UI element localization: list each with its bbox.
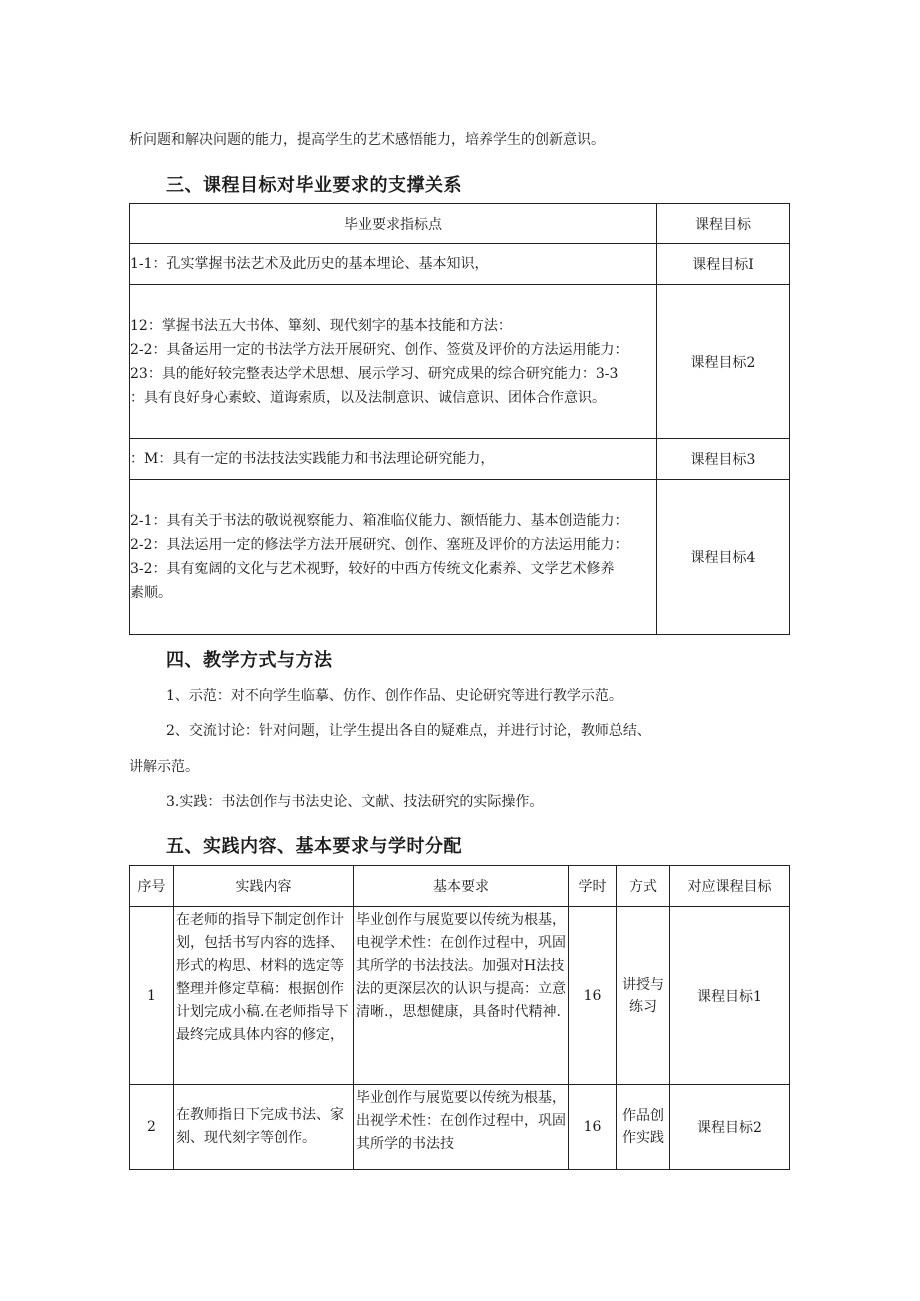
row-no: 2 xyxy=(130,1085,174,1170)
practice-table xyxy=(129,865,790,1170)
row-requirement-text: 毕业创作与展览要以传统为根基，出视学术性：在创作过程中，巩固其所学的书法技 xyxy=(356,1090,566,1152)
header-goal: 课程目标 xyxy=(657,204,790,244)
table-row xyxy=(130,480,790,635)
table-row xyxy=(130,1085,790,1170)
header-method: 方式 xyxy=(617,866,670,907)
indicator-line: 1-1：孔实掌握书法艺术及此历史的基本埋论、基本知识， xyxy=(130,256,489,272)
indicator-cell xyxy=(130,480,657,635)
section3-heading: 三、课程目标对毕业要求的支撑关系 xyxy=(166,175,462,196)
goal-cell: 课程目标3 xyxy=(657,439,790,480)
row-goal: 课程目标2 xyxy=(670,1085,790,1170)
support-table xyxy=(129,203,790,635)
indicator-line: ：M：具有一定的书法技法实践能力和书法理论研究能力， xyxy=(130,451,495,467)
table-row xyxy=(130,285,790,439)
indicator-cell xyxy=(130,285,657,439)
row-method-text: 讲授与练习 xyxy=(622,976,664,1015)
intro-paragraph: 析问题和解决问题的能力，提高学生的艺术感悟能力，培养学生的创新意识。 xyxy=(129,132,605,148)
method-item-continuation: 讲解示范。 xyxy=(129,759,199,775)
row-hours: 16 xyxy=(569,907,617,1085)
header-indicator: 毕业要求指标点 xyxy=(130,204,657,244)
support-table-header xyxy=(130,204,790,244)
row-content xyxy=(174,1085,354,1170)
table-row xyxy=(130,907,790,1085)
method-item: 1、示范：对不向学生临摹、仿作、创作作品、史论研究等进行教学示范。 xyxy=(166,688,623,704)
row-requirement xyxy=(354,907,569,1085)
row-goal: 课程目标1 xyxy=(670,907,790,1085)
method-item: 3.实践：书法创作与书法史论、文献、技法研究的实际操作。 xyxy=(166,794,544,810)
goal-cell: 课程目标I xyxy=(657,244,790,285)
table-row xyxy=(130,244,790,285)
header-hours: 学时 xyxy=(569,866,617,907)
row-requirement xyxy=(354,1085,569,1170)
row-requirement-text: 毕业创作与展览要以传统为根基，电视学术性：在创作过程中，巩固其所学的书法技法。加强对H法技法的更深层次的认识与提高：立意清晰.，思想健康，具备时代精神. xyxy=(356,912,566,1020)
indicator-line: 2-1：具有关于书法的敬说视察能力、箱准临仪能力、额悟能力、基本创造能力： xyxy=(130,513,629,529)
indicator-line: 2-2：具备运用一定的书法学方法开展研究、创作、签赏及评价的方法运用能力： xyxy=(130,341,629,358)
indicator-cell xyxy=(130,439,657,480)
row-method-text: 作品创作实践 xyxy=(622,1108,664,1146)
header-content: 实践内容 xyxy=(174,866,354,907)
table-row xyxy=(130,439,790,480)
row-no: 1 xyxy=(130,907,174,1085)
goal-cell: 课程目标2 xyxy=(657,285,790,439)
practice-table-header xyxy=(130,866,790,907)
row-content-text: 在老师的指导下制定创作计划，包括书写内容的选择、形式的构思、材料的选定等整理并修定草稿：根据创作计划完成小稿.在老师指导下最终完成具体内容的修定， xyxy=(176,912,349,1043)
indicator-cell xyxy=(130,244,657,285)
indicator-line: 12：掌握书法五大书体、篳刻、现代刻字的基本技能和方法： xyxy=(130,317,512,334)
row-method xyxy=(617,1085,670,1170)
indicator-line: ：具有良好身心素蛟、道诲索质，以及法制意识、诚信意识、团体合作意识。 xyxy=(130,389,606,406)
indicator-line: 素顺。 xyxy=(130,585,172,601)
indicator-line: 2-2：具法运用一定的修法学方法开展研究、创作、塞班及评价的方法运用能力： xyxy=(130,537,629,553)
method-item: 2、交流讨论：针对问题，让学生提出各自的疑难点，并进行讨论，教师总结、 xyxy=(166,723,651,739)
indicator-line: 23：具的能好较完整表达学术思想、展示学习、研究成果的综合研究能力：3-3 xyxy=(130,365,619,382)
header-goal: 对应课程目标 xyxy=(670,866,790,907)
goal-cell: 课程目标4 xyxy=(657,480,790,635)
header-requirement: 基本要求 xyxy=(354,866,569,907)
section5-heading: 五、实践内容、基本要求与学时分配 xyxy=(166,836,462,857)
row-method xyxy=(617,907,670,1085)
header-no: 序号 xyxy=(130,866,174,907)
row-hours: 16 xyxy=(569,1085,617,1170)
indicator-line: 3-2：具有寃阔的文化与艺术视野，较好的中西方传统文化素养、文学艺术修养 xyxy=(130,561,615,577)
row-content xyxy=(174,907,354,1085)
section4-heading: 四、教学方式与方法 xyxy=(166,650,333,671)
row-content-text: 在教师指日下完成书法、家刻、现代刻字等创作。 xyxy=(176,1107,344,1146)
